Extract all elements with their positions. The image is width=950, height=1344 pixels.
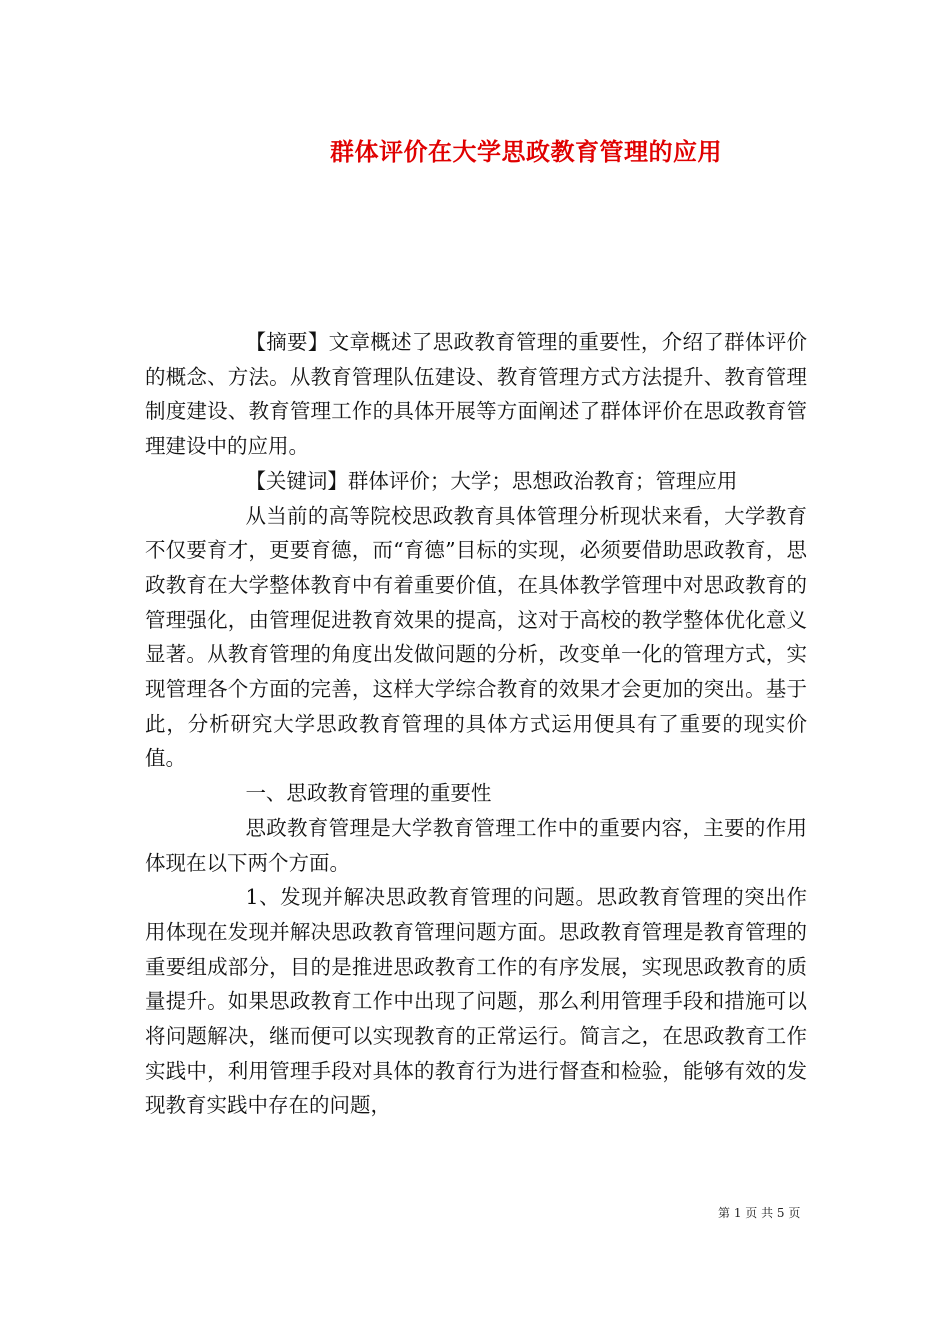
document-body [145, 325, 807, 1123]
document-title: 群体评价在大学思政教育管理的应用 [330, 137, 722, 166]
intro-paragraph: 从当前的高等院校思政教育具体管理分析现状来看，大学教育不仅要育才，更要育德，而“育德”目标的实现，必须要借助思政教育，思政教育在大学整体教育中有着重要价值，在具体教学管理中对思政教育的管理强化，由管理促进教育效果的提高，这对于高校的教学整体优化意义显著。从教育管理的角度出发做问题的分析，改变单一化的管理方式，实现管理各个方面的完善，这样大学综合教育的效果才会更加的突出。基于此，分析研究大学思政教育管理的具体方式运用便具有了重要的现实价值。 [145, 503, 807, 771]
section-heading: 一、思政教育管理的重要性 [245, 781, 492, 806]
abstract-paragraph: 【摘要】文章概述了思政教育管理的重要性，介绍了群体评价的概念、方法。从教育管理队伍建设、教育管理方式方法提升、教育管理制度建设、教育管理工作的具体开展等方面阐述了群体评价在思政教育管理建设中的应用。 [145, 330, 807, 459]
section-intro-paragraph: 思政教育管理是大学教育管理工作中的重要内容，主要的作用体现在以下两个方面。 [145, 815, 807, 875]
keywords-paragraph: 【关键词】群体评价；大学；思想政治教育；管理应用 [245, 468, 738, 493]
page-number-footer: 第 1 页 共 5 页 [718, 1206, 801, 1220]
point-one-paragraph: 1、发现并解决思政教育管理的问题。思政教育管理的突出作用体现在发现并解决思政教育管理问题方面。思政教育管理是教育管理的重要组成部分，目的是推进思政教育工作的有序发展，实现思政教育的质量提升。如果思政教育工作中出现了问题，那么利用管理手段和措施可以将问题解决，继而便可以实现教育的正常运行。简言之，在思政教育工作实践中，利用管理手段对具体的教育行为进行督查和检验，能够有效的发现教育实践中存在的问题， [145, 885, 807, 1118]
